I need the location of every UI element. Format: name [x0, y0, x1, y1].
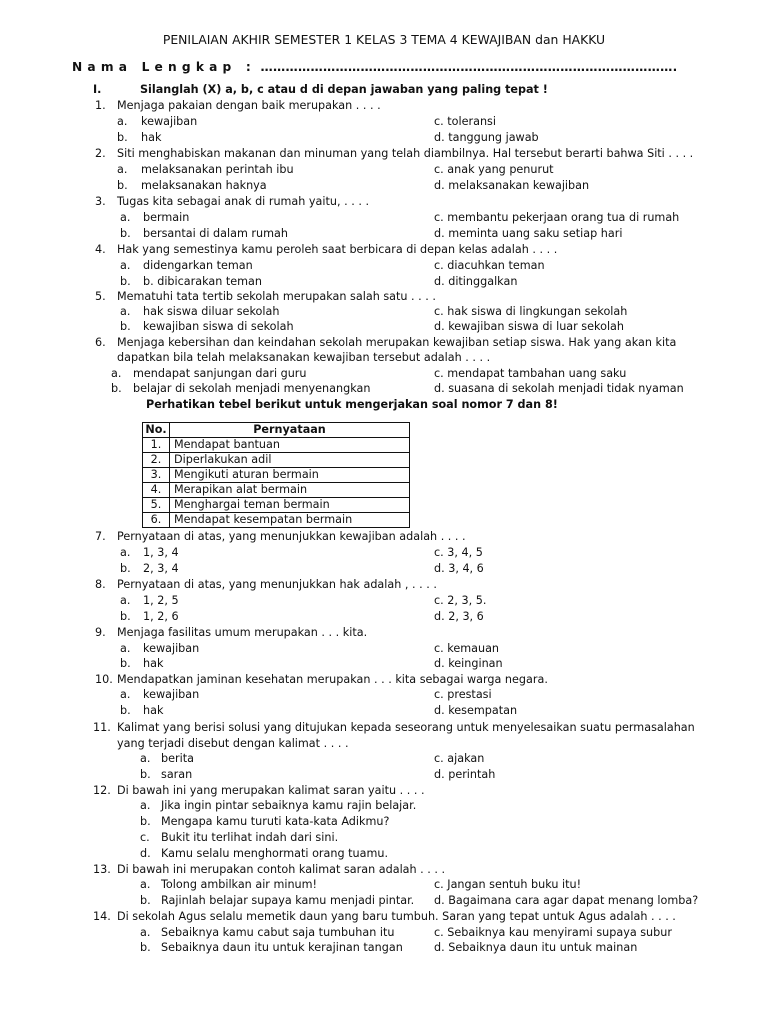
question-text: Di sekolah Agus selalu memetik daun yang baru tumbuh. Saran yang tepat untuk Agus adalah . . . .	[117, 910, 676, 923]
question-text: Di bawah ini merupakan contoh kalimat saran adalah . . . .	[117, 863, 446, 876]
question-number: 6.	[95, 336, 106, 349]
table-cell-statement: Diperlakukan adil	[170, 453, 410, 468]
option-c[interactable]: c. hak siswa di lingkungan sekolah	[434, 305, 628, 318]
name-field[interactable]	[72, 61, 678, 73]
option-b[interactable]: Sebaiknya daun itu untuk kerajinan tangan	[161, 941, 403, 954]
table-row	[143, 513, 410, 528]
option-c[interactable]: c. prestasi	[434, 688, 492, 701]
option-b-letter[interactable]: b.	[120, 320, 131, 333]
table-cell-statement: Mengikuti aturan bermain	[170, 468, 410, 483]
option-d[interactable]: d. 2, 3, 6	[434, 610, 484, 623]
option-a-letter[interactable]: a.	[140, 799, 151, 812]
option-b-letter[interactable]: b.	[140, 894, 151, 907]
table-cell-statement: Menghargai teman bermain	[170, 498, 410, 513]
table-cell-no: 2.	[143, 453, 170, 468]
option-c[interactable]: c. mendapat tambahan uang saku	[434, 367, 627, 380]
option-a[interactable]: 1, 3, 4	[143, 546, 179, 559]
table-cell-no: 5.	[143, 498, 170, 513]
option-c[interactable]: c. anak yang penurut	[434, 163, 554, 176]
question-text: Menjaga fasilitas umum merupakan . . . kita.	[117, 626, 368, 639]
option-a-letter[interactable]: a.	[120, 211, 131, 224]
table-header-statement: Pernyataan	[170, 423, 410, 438]
option-d[interactable]: d. suasana di sekolah menjadi tidak nyaman	[434, 382, 684, 395]
question-number: 5.	[95, 290, 106, 303]
question-text: Pernyataan di atas, yang menunjukkan hak adalah , . . . .	[117, 578, 437, 591]
option-b-letter[interactable]: b.	[140, 768, 151, 781]
question-text-cont: dapatkan bila telah melaksanakan kewajiban tersebut adalah . . . .	[117, 351, 491, 364]
question-number: 13.	[93, 863, 111, 876]
option-c[interactable]: c. 2, 3, 5.	[434, 594, 487, 607]
option-d[interactable]: d. tanggung jawab	[434, 131, 539, 144]
question-number: 3.	[95, 195, 106, 208]
option-a-letter[interactable]: a.	[140, 926, 151, 939]
option-a[interactable]: didengarkan teman	[143, 259, 253, 272]
option-a[interactable]: melaksanakan perintah ibu	[141, 163, 294, 176]
question-text: Mendapatkan jaminan kesehatan merupakan . . . kita sebagai warga negara.	[117, 673, 548, 686]
option-d[interactable]: d. meminta uang saku setiap hari	[434, 227, 623, 240]
option-d[interactable]: d. kewajiban siswa di luar sekolah	[434, 320, 624, 333]
option-b-letter[interactable]: b.	[120, 275, 131, 288]
option-c[interactable]: c. Sebaiknya kau menyirami supaya subur	[434, 926, 672, 939]
option-b-letter[interactable]: b.	[117, 131, 128, 144]
table-cell-statement: Mendapat bantuan	[170, 438, 410, 453]
option-a-letter[interactable]: a.	[120, 688, 131, 701]
question-number: 2.	[95, 147, 106, 160]
option-d[interactable]: d. kesempatan	[434, 704, 518, 717]
option-a[interactable]: berita	[161, 752, 194, 765]
option-b[interactable]: Mengapa kamu turuti kata-kata Adikmu?	[161, 815, 390, 828]
option-a[interactable]: bermain	[143, 211, 190, 224]
option-d[interactable]: d. melaksanakan kewajiban	[434, 179, 590, 192]
question-number: 1.	[95, 99, 106, 112]
option-a[interactable]: hak siswa diluar sekolah	[143, 305, 280, 318]
statement-table	[142, 422, 410, 528]
question-number: 12.	[93, 784, 111, 797]
option-b-letter[interactable]: b.	[111, 382, 122, 395]
option-a[interactable]: kewajiban	[143, 688, 200, 701]
option-a[interactable]: kewajiban	[141, 115, 198, 128]
option-b-letter[interactable]: b.	[120, 657, 131, 670]
option-a-letter[interactable]: a.	[120, 305, 131, 318]
option-a[interactable]: kewajiban	[143, 642, 200, 655]
option-d[interactable]: d. keinginan	[434, 657, 503, 670]
option-b[interactable]: bersantai di dalam rumah	[143, 227, 288, 240]
table-row	[143, 438, 410, 453]
question-text: Di bawah ini yang merupakan kalimat saran yaitu . . . .	[117, 784, 425, 797]
section-instruction: Silanglah (X) a, b, c atau d di depan jawaban yang paling tepat !	[140, 83, 548, 96]
option-a-letter[interactable]: a.	[140, 752, 151, 765]
name-line: ……………………………………………………………………………………….	[260, 60, 678, 74]
question-number: 9.	[95, 626, 106, 639]
question-text-cont: yang terjadi disebut dengan kalimat . . . .	[117, 737, 349, 750]
option-c[interactable]: c. ajakan	[434, 752, 485, 765]
option-a-letter[interactable]: a.	[120, 594, 131, 607]
table-cell-no: 1.	[143, 438, 170, 453]
option-b[interactable]: hak	[143, 657, 164, 670]
option-c[interactable]: c. toleransi	[434, 115, 496, 128]
question-number: 7.	[95, 530, 106, 543]
question-text: Menjaga pakaian dengan baik merupakan . . . .	[117, 99, 381, 112]
table-cell-no: 6.	[143, 513, 170, 528]
table-row	[143, 483, 410, 498]
question-text: Siti menghabiskan makanan dan minuman yang telah diambilnya. Hal tersebut berarti bahwa Siti . . . .	[117, 147, 694, 160]
table-instruction: Perhatikan tebel berikut untuk mengerjakan soal nomor 7 dan 8!	[146, 398, 558, 411]
option-b-letter[interactable]: b.	[120, 562, 131, 575]
option-d[interactable]: d. ditinggalkan	[434, 275, 518, 288]
option-a[interactable]: Sebaiknya kamu cabut saja tumbuhan itu	[161, 926, 395, 939]
option-b[interactable]: kewajiban siswa di sekolah	[143, 320, 294, 333]
table-header-no: No.	[143, 423, 170, 438]
option-b[interactable]: 2, 3, 4	[143, 562, 179, 575]
option-a-letter[interactable]: a.	[120, 259, 131, 272]
option-a-letter[interactable]: a.	[140, 878, 151, 891]
option-b[interactable]: melaksanakan haknya	[141, 179, 267, 192]
question-number: 11.	[93, 721, 111, 734]
name-label: Nama Lengkap :	[72, 60, 256, 74]
option-a-letter[interactable]: a.	[120, 642, 131, 655]
question-text: Pernyataan di atas, yang menunjukkan kewajiban adalah . . . .	[117, 530, 466, 543]
option-a[interactable]: 1, 2, 5	[143, 594, 179, 607]
option-c[interactable]: c. Jangan sentuh buku itu!	[434, 878, 582, 891]
option-d[interactable]: Kamu selalu menghormati orang tuamu.	[161, 847, 389, 860]
option-d[interactable]: d. 3, 4, 6	[434, 562, 484, 575]
option-a-letter[interactable]: a.	[117, 163, 128, 176]
page-title: PENILAIAN AKHIR SEMESTER 1 KELAS 3 TEMA 4 KEWAJIBAN dan HAKKU	[162, 32, 606, 47]
question-text: Mematuhi tata tertib sekolah merupakan salah satu . . . .	[117, 290, 436, 303]
option-d[interactable]: d. perintah	[434, 768, 496, 781]
table-row	[143, 453, 410, 468]
option-b[interactable]: saran	[161, 768, 193, 781]
table-row	[143, 498, 410, 513]
option-c-letter[interactable]: c.	[140, 831, 150, 844]
option-b[interactable]: 1, 2, 6	[143, 610, 179, 623]
option-d[interactable]: d. Bagaimana cara agar dapat menang lomba?	[434, 894, 699, 907]
option-c[interactable]: Bukit itu terlihat indah dari sini.	[161, 831, 339, 844]
option-d[interactable]: d. Sebaiknya daun itu untuk mainan	[434, 941, 638, 954]
option-b[interactable]: b. dibicarakan teman	[143, 275, 262, 288]
table-cell-no: 3.	[143, 468, 170, 483]
table-row	[143, 468, 410, 483]
question-text: Hak yang semestinya kamu peroleh saat berbicara di depan kelas adalah . . . .	[117, 243, 558, 256]
option-c[interactable]: c. 3, 4, 5	[434, 546, 483, 559]
option-b[interactable]: hak	[143, 704, 164, 717]
option-b-letter[interactable]: b.	[140, 941, 151, 954]
option-a-letter[interactable]: a.	[117, 115, 128, 128]
option-b-letter[interactable]: b.	[120, 610, 131, 623]
question-number: 8.	[95, 578, 106, 591]
option-b-letter[interactable]: b.	[120, 704, 131, 717]
question-text: Menjaga kebersihan dan keindahan sekolah merupakan kewajiban setiap siswa. Hak yang akan kita	[117, 336, 677, 349]
option-b[interactable]: Rajinlah belajar supaya kamu menjadi pintar.	[161, 894, 415, 907]
option-a[interactable]: Tolong ambilkan air minum!	[161, 878, 318, 891]
question-number: 14.	[93, 910, 111, 923]
option-c[interactable]: c. diacuhkan teman	[434, 259, 545, 272]
table-cell-statement: Merapikan alat bermain	[170, 483, 410, 498]
option-c[interactable]: c. kemauan	[434, 642, 500, 655]
table-cell-no: 4.	[143, 483, 170, 498]
option-b-letter[interactable]: b.	[140, 815, 151, 828]
option-a[interactable]: mendapat sanjungan dari guru	[133, 367, 307, 380]
question-number: 4.	[95, 243, 106, 256]
table-header-row	[143, 423, 410, 438]
option-a-letter[interactable]: a.	[111, 367, 122, 380]
option-b-letter[interactable]: b.	[117, 179, 128, 192]
option-b[interactable]: belajar di sekolah menjadi menyenangkan	[133, 382, 371, 395]
option-d-letter[interactable]: d.	[140, 847, 151, 860]
option-a-letter[interactable]: a.	[120, 546, 131, 559]
question-text: Kalimat yang berisi solusi yang ditujukan kepada seseorang untuk menyelesaikan suatu permasalahan	[117, 721, 695, 734]
question-text: Tugas kita sebagai anak di rumah yaitu, . . . .	[117, 195, 370, 208]
section-numeral: I.	[93, 83, 102, 96]
table-cell-statement: Mendapat kesempatan bermain	[170, 513, 410, 528]
option-a[interactable]: Jika ingin pintar sebaiknya kamu rajin belajar.	[161, 799, 417, 812]
option-b[interactable]: hak	[141, 131, 162, 144]
question-number: 10.	[95, 673, 113, 686]
option-b-letter[interactable]: b.	[120, 227, 131, 240]
option-c[interactable]: c. membantu pekerjaan orang tua di rumah	[434, 211, 680, 224]
